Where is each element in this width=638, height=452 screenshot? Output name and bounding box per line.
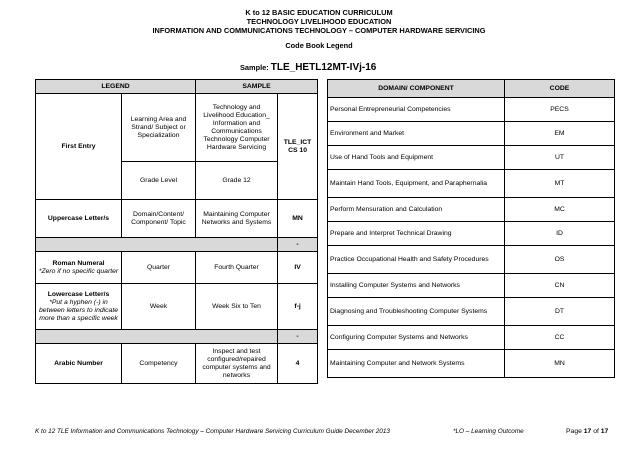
arabic-number-title: Arabic Number [36, 344, 122, 384]
domain-row [328, 170, 615, 198]
grade-level-label: Grade Level [122, 162, 196, 200]
domain-row [328, 350, 615, 378]
domain-row [328, 122, 615, 146]
week-value: Week Six to Ten [196, 284, 278, 330]
domain-code: UT [505, 146, 615, 170]
sample-header: SAMPLE [196, 80, 318, 94]
roman-numeral-title: Roman Numeral [52, 259, 105, 267]
roman-numeral-cell [36, 252, 122, 284]
domain-name: Prepare and Interpret Technical Drawing [328, 222, 505, 246]
domain-row [328, 146, 615, 170]
domain-name: Configuring Computer Systems and Networks [328, 326, 505, 350]
domain-name: Use of Hand Tools and Equipment [328, 146, 505, 170]
page-prefix: Page [566, 428, 584, 435]
domain-code: MN [278, 200, 318, 238]
learning-area-label: Learning Area and Strand/ Subject or Specialization [122, 94, 196, 162]
competency-value: Inspect and test configured/repaired computer systems and networks [196, 344, 278, 384]
sample-label: Sample: [240, 63, 269, 72]
quarter-label: Quarter [122, 252, 196, 284]
lowercase-cell [36, 284, 122, 330]
sample-code-value: TLE_HETL12MT-IVj-16 [270, 62, 377, 73]
domain-row [328, 298, 615, 326]
curriculum-title: K to 12 BASIC EDUCATION CURRICULUM [245, 8, 393, 17]
lowercase-title: Lowercase Letter/s [47, 290, 110, 298]
competency-code: 4 [278, 344, 318, 384]
domain-code: MC [505, 198, 615, 222]
domain-row [328, 222, 615, 246]
domain-code: CN [505, 274, 615, 298]
page-current: 17 [583, 428, 592, 435]
page-total: 17 [600, 428, 609, 435]
separator-row [36, 238, 278, 252]
footer-lo-note: *LO – Learning Outcome [453, 428, 524, 435]
week-label: Week [122, 284, 196, 330]
domain-name: Perform Mensuration and Calculation [328, 198, 505, 222]
domain-name: Practice Occupational Health and Safety Procedures [328, 246, 505, 274]
domain-name: Environment and Market [328, 122, 505, 146]
domain-value: Maintaining Computer Networks and Systems [196, 200, 278, 238]
domain-code: CC [505, 326, 615, 350]
domain-label: Domain/Content/ Component/ Topic [122, 200, 196, 238]
domain-name: Personal Entrepreneurial Competencies [328, 98, 505, 122]
lowercase-note: *Put a hyphen (-) in between letters to indicate more than a specific week [39, 298, 118, 322]
domain-row [328, 274, 615, 298]
code-book-legend-title: Code Book Legend [285, 41, 353, 50]
legend-table [35, 79, 318, 384]
uppercase-title: Uppercase Letter/s [36, 200, 122, 238]
domain-name: Diagnosing and Troubleshooting Computer Systems [328, 298, 505, 326]
specialization-title: INFORMATION AND COMMUNICATIONS TECHNOLOGY – COMPUTER HARDWARE SERVICING [152, 26, 486, 35]
separator-row [36, 330, 278, 344]
domain-code: EM [505, 122, 615, 146]
domain-code: OS [505, 246, 615, 274]
domain-row [328, 198, 615, 222]
domain-code: DT [505, 298, 615, 326]
roman-numeral-note: *Zero if no specific quarter [38, 267, 119, 275]
week-code: f-j [278, 284, 318, 330]
domain-row [328, 98, 615, 122]
legend-header: LEGEND [36, 80, 196, 94]
quarter-code: IV [278, 252, 318, 284]
domain-row [328, 246, 615, 274]
hyphen-2: - [278, 330, 318, 344]
page-of: of [591, 428, 601, 435]
domain-code: MN [505, 350, 615, 378]
grade-level-value: Grade 12 [196, 162, 278, 200]
sample-code [240, 62, 376, 73]
domain-component-header: DOMAIN/ COMPONENT [328, 80, 505, 98]
domain-name: Maintain Hand Tools, Equipment, and Paraphernalia [328, 170, 505, 198]
domain-name: Installing Computer Systems and Networks [328, 274, 505, 298]
hyphen-1: - [278, 238, 318, 252]
learning-area-code: TLE_ICT CS 10 [278, 94, 318, 200]
domain-table [327, 79, 615, 378]
domain-name: Maintaining Computer and Network Systems [328, 350, 505, 378]
quarter-value: Fourth Quarter [196, 252, 278, 284]
footer-guide: K to 12 TLE Information and Communications Technology – Computer Hardware Servicing Curriculum Guide December 2013 [35, 428, 390, 435]
learning-area-value: Technology and Livelihood Education_ Information and Communications Technology Computer Hardware Servicing [196, 94, 278, 162]
code-header: CODE [505, 80, 615, 98]
domain-code: MT [505, 170, 615, 198]
competency-label: Competency [122, 344, 196, 384]
first-entry-label: First Entry [36, 94, 122, 200]
domain-row [328, 326, 615, 350]
domain-code: PECS [505, 98, 615, 122]
domain-code: ID [505, 222, 615, 246]
page-number [566, 428, 608, 435]
subject-title: TECHNOLOGY LIVELIHOOD EDUCATION [246, 17, 392, 26]
